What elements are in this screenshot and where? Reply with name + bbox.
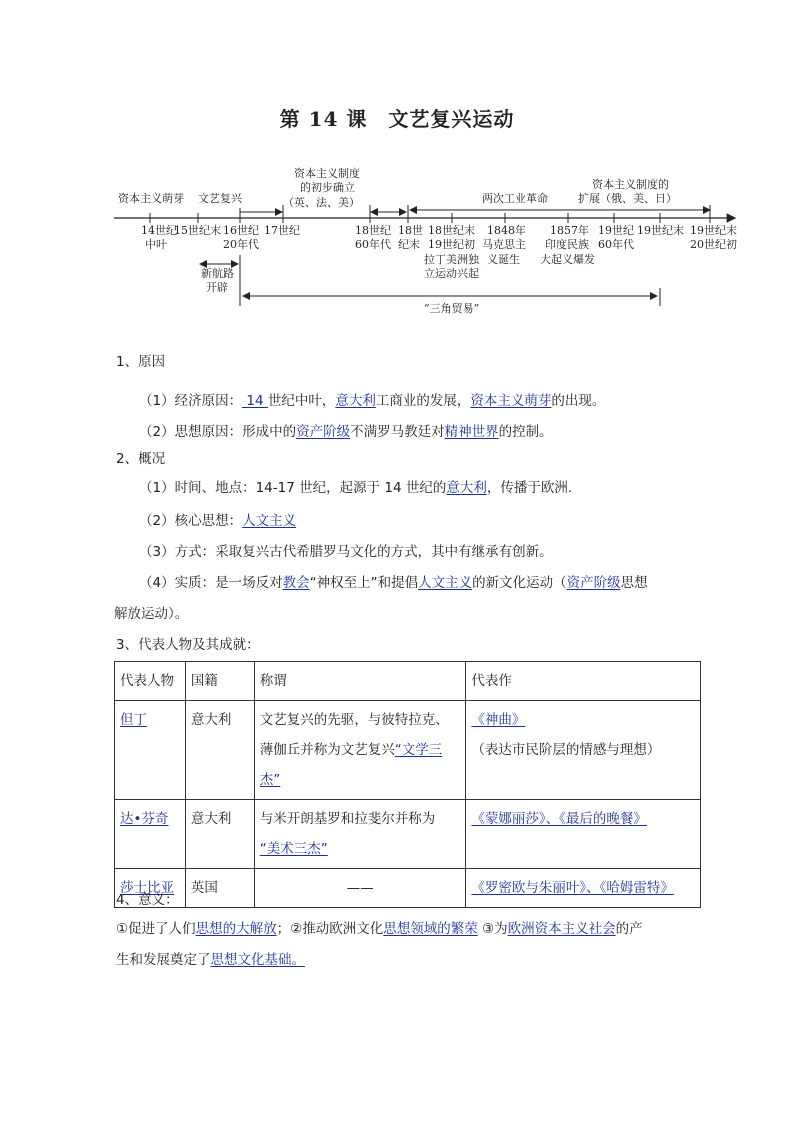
page-title: 第 14 课 文艺复兴运动 — [279, 107, 515, 131]
svg-text:纪末: 纪末 — [398, 238, 420, 251]
table-row — [115, 701, 701, 800]
label-renaissance: 文艺复兴 — [198, 192, 242, 205]
svg-text:拉丁美洲独: 拉丁美洲独 — [424, 253, 479, 266]
label-capitalism-est-3: （英、法、美） — [283, 196, 360, 209]
person-title: 与米开朗基罗和拉斐尔并称为 “美术三杰” — [254, 800, 466, 869]
section-1-heading: 1、原因 — [116, 354, 166, 370]
svg-text:中叶: 中叶 — [145, 238, 167, 251]
svg-text:大起义爆发: 大起义爆发 — [540, 253, 595, 266]
label-new-route-1: 新航路 — [201, 267, 234, 280]
svg-text:马克思主: 马克思主 — [482, 238, 526, 251]
svg-text:19世纪初: 19世纪初 — [428, 238, 475, 251]
label-industrial: 两次工业革命 — [482, 192, 548, 205]
reason-economic: （1）经济原因： 14 世纪中叶，意大利工商业的发展，资本主义萌芽的出现。 — [139, 393, 606, 409]
tick-18c-60s: 18世纪 — [355, 224, 391, 237]
label-sprout: 资本主义萌芽 — [118, 192, 184, 205]
significance-line1: ①促进了人们思想的大解放；②推动欧洲文化思想领域的繁荣 ③为欧洲资本主义社会的产 — [116, 921, 643, 937]
label-capitalism-est-1: 资本主义制度 — [294, 167, 360, 180]
person-name: 莎士比亚 — [120, 880, 174, 896]
tick-15c-end: 15世纪末 — [174, 224, 221, 237]
svg-text:义诞生: 义诞生 — [487, 253, 520, 266]
person-country: 英国 — [185, 869, 254, 908]
svg-text:20世纪初: 20世纪初 — [690, 238, 737, 251]
person-name: 达•芬奇 — [120, 811, 169, 827]
person-work: 《罗密欧与朱丽叶》、《哈姆雷特》 — [466, 869, 701, 908]
overview-essence: （4）实质：是一场反对教会“神权至上”和提倡人文主义的新文化运动（资产阶级思想 — [139, 575, 648, 591]
label-triangle-trade: “三角贸易” — [424, 302, 480, 315]
significance-line2: 生和发展奠定了思想文化基础。 — [116, 952, 305, 968]
tick-19c-60s: 19世纪 — [598, 224, 634, 237]
person-title: —— — [254, 869, 466, 908]
person-country: 意大利 — [185, 800, 254, 869]
label-capitalism-exp-1: 资本主义制度的 — [592, 178, 669, 191]
svg-text:60年代: 60年代 — [355, 238, 391, 251]
svg-text:立运动兴起: 立运动兴起 — [424, 267, 479, 280]
tick-1857: 1857年 — [550, 224, 589, 237]
tick-19c-20c: 19世纪末 — [690, 224, 737, 237]
svg-text:印度民族: 印度民族 — [545, 238, 589, 251]
table-header: 国籍 — [185, 662, 254, 701]
person-title: 文艺复兴的先驱，与彼特拉克、薄伽丘并称为文艺复兴“文学三杰” — [254, 701, 466, 800]
tick-19c-end: 19世纪末 — [637, 224, 684, 237]
svg-text:20年代: 20年代 — [223, 238, 259, 251]
person-work: 《蒙娜丽莎》、《最后的晚餐》 — [466, 800, 701, 869]
tick-17c: 17世纪 — [264, 224, 300, 237]
timeline-diagram — [0, 160, 794, 320]
svg-text:60年代: 60年代 — [598, 238, 634, 251]
overview-method: （3）方式：采取复兴古代希腊罗马文化的方式，其中有继承有创新。 — [139, 544, 553, 560]
tick-16c: 16世纪 — [223, 224, 259, 237]
tick-1848: 1848年 — [487, 224, 526, 237]
label-capitalism-exp-2: 扩展（俄、美、日） — [578, 192, 677, 205]
overview-essence-line2: 解放运动）。 — [114, 606, 189, 622]
table-row — [115, 869, 701, 908]
reason-thought: （2）思想原因：形成中的资产阶级不满罗马教廷对精神世界的控制。 — [139, 424, 553, 440]
table-header: 代表人物 — [115, 662, 186, 701]
tick-18c-end: 18世 — [398, 224, 423, 237]
table-row — [115, 800, 701, 869]
tick-14c: 14世纪 — [141, 224, 177, 237]
tick-latin-america: 18世纪末 — [428, 224, 475, 237]
overview-time: （1）时间、地点：14-17 世纪，起源于 14 世纪的意大利，传播于欧洲. — [139, 480, 573, 496]
person-name: 但丁 — [120, 712, 147, 728]
person-country: 意大利 — [185, 701, 254, 800]
person-work: 《神曲》 （表达市民阶层的情感与理想） — [466, 701, 701, 800]
achievements-table — [114, 661, 701, 908]
section-3-heading: 3、代表人物及其成就： — [116, 637, 260, 653]
table-header: 代表作 — [466, 662, 701, 701]
table-header: 称谓 — [254, 662, 466, 701]
section-4-heading: 4、意义： — [116, 892, 179, 908]
label-capitalism-est-2: 的初步确立 — [300, 181, 355, 194]
overview-core: （2）核心思想：人文主义 — [139, 513, 297, 529]
table-header-row — [115, 662, 701, 701]
label-new-route-2: 开辟 — [206, 281, 228, 294]
section-2-heading: 2、概况 — [116, 451, 166, 467]
